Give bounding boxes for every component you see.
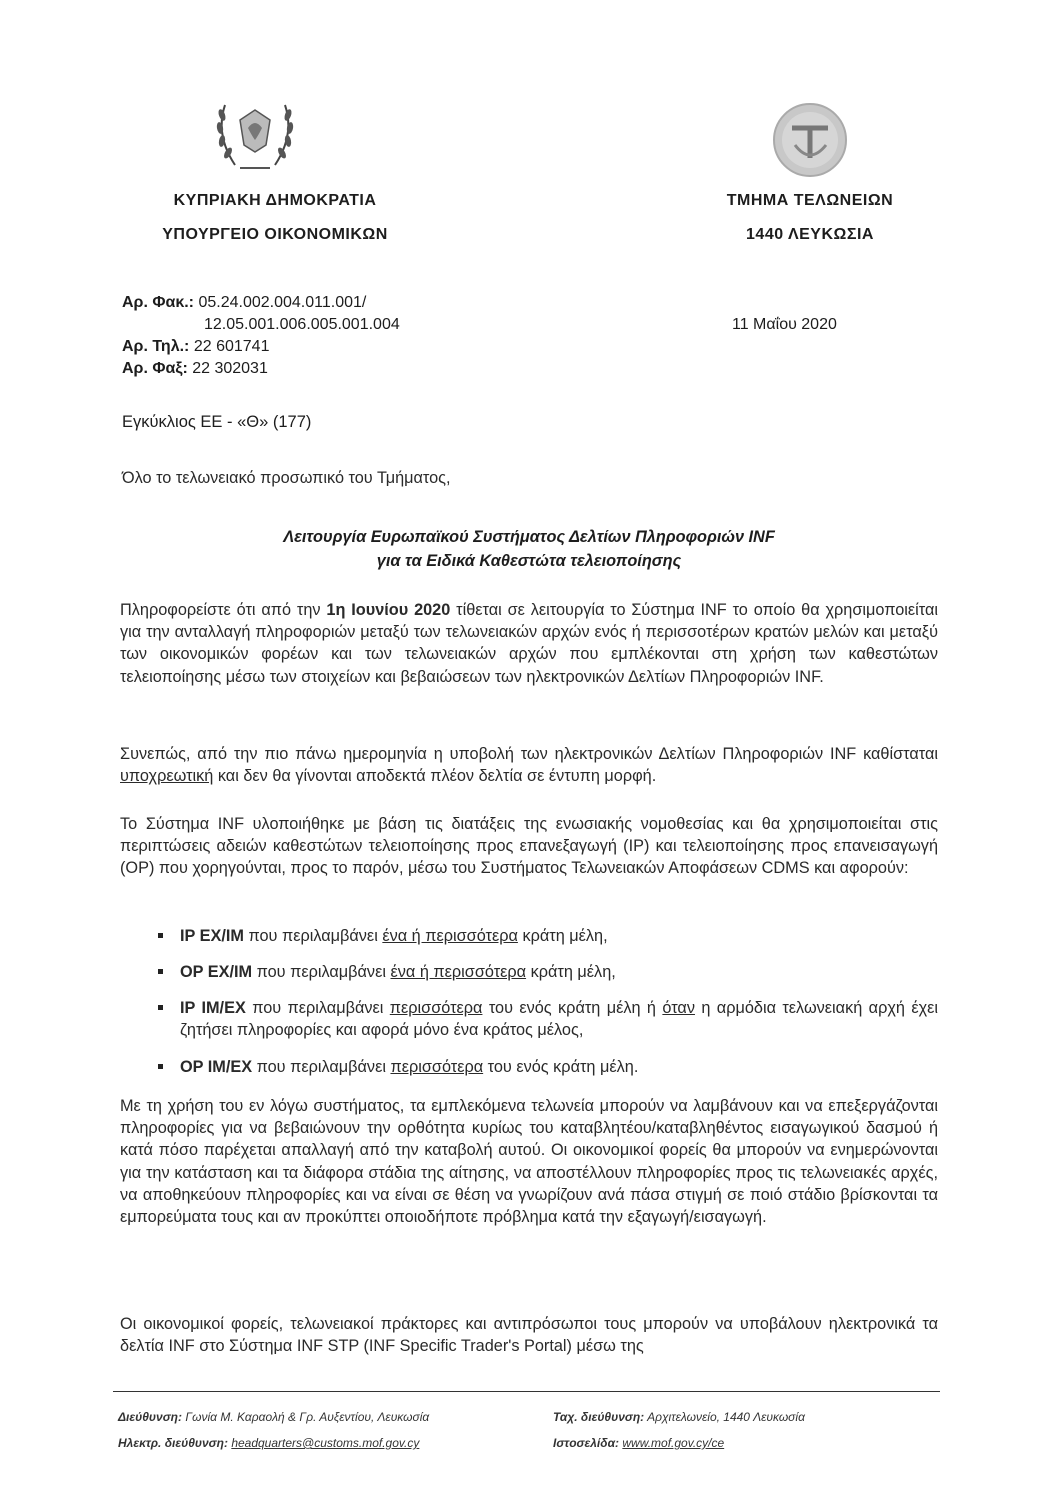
subject-line-2: για τα Ειδικά Καθεστώτα τελειοποίησης bbox=[376, 552, 682, 570]
bullet-code: IP IM/EX bbox=[180, 999, 246, 1017]
email-link[interactable]: headquarters@customs.mof.gov.cy bbox=[231, 1436, 420, 1450]
p5-text: Οι οικονομικοί φορείς, τελωνειακοί πράκτορες και αντιπρόσωποι τους μπορούν να υποβάλουν ηλεκτρονικά τα δελτία INF στο Σύστημα INF STP (INF Specific Trader's Portal) μέσω της bbox=[120, 1315, 938, 1356]
bullet-code: IP EX/IM bbox=[180, 927, 244, 945]
file-number: 05.24.002.004.011.001/ bbox=[198, 294, 367, 311]
email-label: Ηλεκτρ. διεύθυνση: bbox=[118, 1436, 228, 1450]
bullet-text-mid: του ενός κράτη μέλη ή bbox=[482, 999, 663, 1017]
footer-address bbox=[118, 1410, 429, 1424]
fax-number: 22 302031 bbox=[192, 360, 268, 377]
footer-email bbox=[118, 1436, 419, 1450]
bullet-text-end: κράτη μέλη, bbox=[517, 927, 608, 945]
ministry-name: ΥΠΟΥΡΓΕΙΟ ΟΙΚΟΝΟΜΙΚΩΝ bbox=[162, 226, 388, 243]
letter-date: 11 Μαΐου 2020 bbox=[732, 316, 837, 333]
customs-logo-icon bbox=[770, 100, 850, 180]
p2-post: και δεν θα γίνονται αποδεκτά πλέον δελτία σε έντυπη μορφή. bbox=[213, 767, 657, 786]
bullet-underline: περισσότερα bbox=[390, 1058, 484, 1076]
bullet-text: που περιλαμβάνει bbox=[245, 999, 390, 1017]
department-address: 1440 ΛΕΥΚΩΣΙΑ bbox=[746, 226, 874, 243]
bullet-underline: ένα ή περισσότερα bbox=[390, 963, 527, 981]
paragraph-3 bbox=[120, 813, 938, 880]
p1-post: τίθεται σε λειτουργία το Σύστημα INF το οποίο θα χρησιμοποιείται για την ανταλλαγή πληροφοριών μεταξύ των τελωνειακών αρχών ενός ή περισσοτέρων κρατών μελών και μεταξύ των οικονομικών φορέων και των τελωνειακών αρχών που εμπλέκονται στη χρήση των καθεστώτων τελειοποίησης μέσω των στοιχείων και βεβαιώσεων των ηλεκτρονικών Δελτίων Πληροφοριών INF. bbox=[120, 601, 938, 686]
bullet-text: που περιλαμβάνει bbox=[243, 927, 383, 945]
paragraph-1 bbox=[120, 599, 938, 688]
footer-divider bbox=[113, 1391, 940, 1392]
p4-text: Με τη χρήση του εν λόγω συστήματος, τα εμπλεκόμενα τελωνεία μπορούν να λαμβάνουν και να επεξεργάζονται πληροφορίες για να βεβαιώνουν την ορθότητα κυρίως του καταβλητέου/καταβληθέντος εισαγωγικού δασμού ή κατά πόσο παρέχεται απαλλαγή από την καταβολή αυτού. Οι οικονομικοί φορείς θα μπορούν να ενημερώνονται για την κατάσταση και τα διάφορα στάδια της αίτησης, να αποστέλλουν πληροφορίες προς τις τελωνειακές αρχές, να αποθηκεύουν πληροφορίες και να είναι σε θέση να γνωρίζουν ανά πάσα στιγμή σε ποιό στάδιο βρίσκονται τα εμπορεύματα τους και αν προκύπτει οποιοδήποτε πρόβλημα κατά την εξαγωγή/εισαγωγή. bbox=[120, 1097, 938, 1227]
reference-block bbox=[122, 292, 542, 380]
p3-text: Το Σύστημα INF υλοποιήθηκε με βάση τις διατάξεις της ενωσιακής νομοθεσίας και θα χρησιμοποιείται στις περιπτώσεις αδειών καθεστώτων τελειοποίησης προς επανεξαγωγή (IP) και τελειοποίησης προς επανεισαγωγή (OP) που χορηγούνται, προς το παρόν, μέσω του Συστήματος Τελωνειακών Αποφάσεων CDMS και αφορούν: bbox=[120, 815, 938, 878]
bullet-text-end: η αρμόδια τελωνειακή αρχή έχει ζητήσει πληροφορίες και αφορά μόνο ένα κράτος μέλος, bbox=[180, 999, 939, 1040]
coat-of-arms-icon bbox=[200, 90, 310, 180]
address-label: Διεύθυνση: bbox=[118, 1410, 182, 1424]
list-item bbox=[158, 925, 938, 947]
p1-pre: Πληροφορείστε ότι από την bbox=[120, 601, 327, 619]
bullet-underline: ένα ή περισσότερα bbox=[382, 927, 518, 945]
subject-line-1: Λειτουργία Ευρωπαϊκού Συστήματος Δελτίων Πληροφοριών INF bbox=[283, 528, 775, 546]
fax-label: Αρ. Φαξ: bbox=[122, 360, 188, 377]
file-label: Αρ. Φακ.: bbox=[122, 294, 195, 311]
website-link[interactable]: www.mof.gov.cy/ce bbox=[622, 1436, 725, 1450]
footer-website bbox=[553, 1436, 724, 1450]
bullet-text-end: του ενός κράτη μέλη. bbox=[483, 1058, 639, 1076]
website-label: Ιστοσελίδα: bbox=[553, 1436, 620, 1450]
footer-postal bbox=[553, 1410, 805, 1424]
paragraph-4 bbox=[120, 1095, 938, 1228]
address-value: Γωνία Μ. Καραολή & Γρ. Αυξεντίου, Λευκωσία bbox=[185, 1410, 430, 1424]
p2-pre: Συνεπώς, από την πιο πάνω ημερομηνία η υποβολή των ηλεκτρονικών Δελτίων Πληροφοριών INF καθίσταται bbox=[120, 745, 938, 763]
bullet-code: OP IM/EX bbox=[180, 1058, 253, 1076]
list-item bbox=[158, 961, 938, 983]
p2-mandatory: υποχρεωτική bbox=[120, 767, 214, 786]
file-number-2: 12.05.001.006.005.001.004 bbox=[204, 316, 400, 333]
tel-number: 22 601741 bbox=[193, 338, 270, 355]
circular-number: Εγκύκλιος ΕΕ - «Θ» (177) bbox=[122, 413, 312, 431]
postal-label: Ταχ. διεύθυνση: bbox=[553, 1410, 645, 1424]
paragraph-5 bbox=[120, 1313, 938, 1357]
paragraph-2 bbox=[120, 743, 938, 787]
republic-name: ΚΥΠΡΙΑΚΗ ΔΗΜΟΚΡΑΤΙΑ bbox=[173, 192, 377, 209]
list-item bbox=[158, 997, 938, 1041]
bullet-text: που περιλαμβάνει bbox=[252, 1058, 391, 1076]
bullet-code: OP EX/IM bbox=[180, 963, 253, 981]
bullet-underline: περισσότερα bbox=[389, 999, 483, 1017]
bullet-text-end: κράτη μέλη, bbox=[526, 963, 616, 981]
bullet-text: που περιλαμβάνει bbox=[252, 963, 391, 981]
subject bbox=[120, 525, 938, 573]
tel-label: Αρ. Τηλ.: bbox=[122, 338, 190, 355]
department-name: ΤΜΗΜΑ ΤΕΛΩΝΕΙΩΝ bbox=[726, 192, 894, 209]
p1-date: 1η Ιουνίου 2020 bbox=[326, 601, 451, 619]
list-item bbox=[158, 1056, 938, 1078]
bullet-underline-2: όταν bbox=[662, 999, 695, 1017]
recipient: Όλο το τελωνειακό προσωπικό του Τμήματος, bbox=[122, 469, 451, 487]
postal-value: Αρχιτελωνείο, 1440 Λευκωσία bbox=[647, 1410, 805, 1424]
